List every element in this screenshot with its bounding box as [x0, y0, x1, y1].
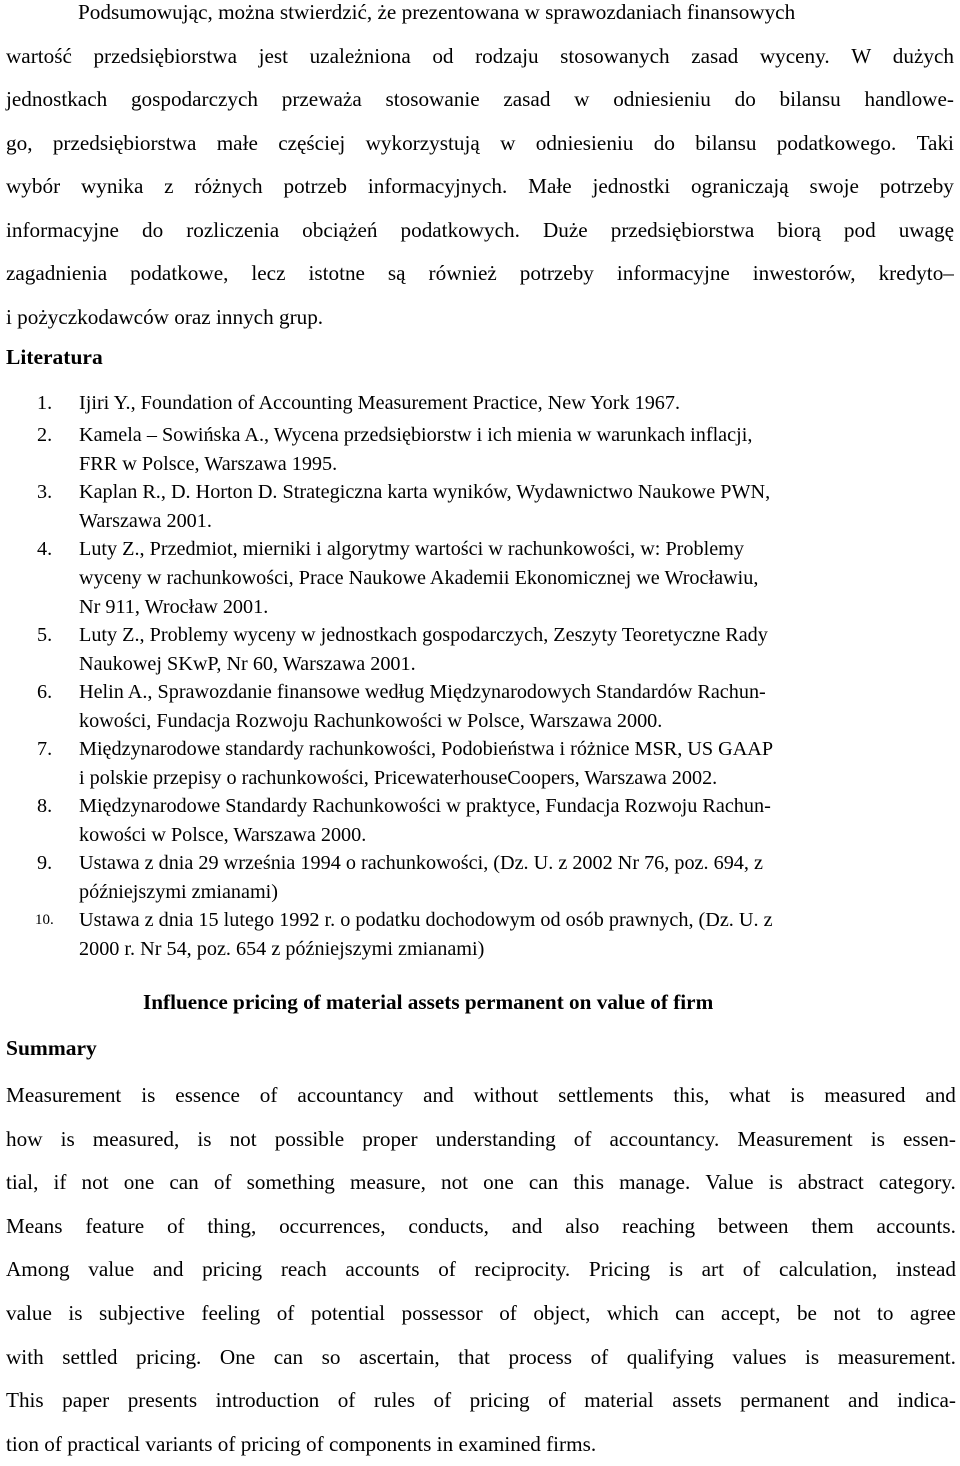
- word: assets: [672, 1388, 722, 1413]
- word: accountancy: [297, 1083, 404, 1107]
- word: dużych: [892, 43, 954, 68]
- word: abstract: [797, 1170, 864, 1195]
- word: with: [6, 1344, 44, 1369]
- reference-text: Luty Z., Przedmiot, mierniki i algorytmy wartości w rachunkowości, w: Problemy: [79, 538, 744, 560]
- word: wybór: [6, 174, 61, 198]
- word: is: [68, 1300, 83, 1325]
- word: is: [668, 1257, 683, 1282]
- word: odniesieniu: [613, 87, 711, 111]
- word: measured,: [92, 1126, 180, 1151]
- word: this: [573, 1170, 604, 1195]
- word: agree: [909, 1300, 956, 1325]
- word: to: [876, 1300, 894, 1325]
- word: reaching: [622, 1213, 696, 1238]
- word: of: [548, 1388, 566, 1413]
- reference-text: Ustawa z dnia 29 września 1994 o rachunkowości, (Dz. U. z 2002 Nr 76, poz. 694, z: [79, 852, 763, 874]
- word: do: [734, 87, 756, 111]
- word: Value: [705, 1170, 754, 1195]
- summary-line: [6, 1336, 956, 1380]
- reference-text: kowości, Fundacja Rozwoju Rachunkowości w Polsce, Warszawa 2000.: [79, 709, 663, 732]
- word: introduction: [215, 1388, 320, 1413]
- reference-number: 1.: [37, 392, 53, 414]
- word: process: [508, 1344, 573, 1369]
- word: without: [473, 1083, 539, 1107]
- word: is: [790, 1083, 805, 1107]
- word: also: [565, 1213, 600, 1238]
- reference-text: Kaplan R., D. Horton D. Strategiczna karta wyników, Wydawnictwo Naukowe PWN,: [79, 481, 771, 503]
- word: W: [851, 43, 872, 68]
- word: podatkowe,: [130, 261, 229, 285]
- word: of: [276, 1300, 295, 1325]
- reference-text: późniejszymi zmianami): [79, 880, 279, 903]
- word: is: [805, 1344, 820, 1369]
- word: measurement.: [837, 1344, 956, 1369]
- reference-item: [6, 389, 680, 418]
- word: which: [606, 1300, 659, 1325]
- word: Means: [6, 1213, 63, 1238]
- reference-number: 2.: [37, 424, 53, 446]
- word: be: [796, 1300, 817, 1325]
- word: rozliczenia: [186, 217, 280, 242]
- reference-text: Międzynarodowe Standardy Rachunkowości w praktyce, Fundacja Rozwoju Rachun-: [79, 795, 771, 817]
- word: feeling: [201, 1300, 261, 1325]
- word: lecz: [251, 261, 286, 285]
- literature-heading: Literatura: [6, 345, 103, 369]
- word: w: [574, 87, 590, 111]
- word: informacyjne: [616, 261, 730, 285]
- word: qualifying: [626, 1344, 714, 1369]
- word: proper: [362, 1126, 418, 1151]
- word: wartość: [6, 43, 72, 68]
- word: that: [458, 1344, 490, 1369]
- word: różnych: [194, 174, 263, 198]
- word: stosowanych: [560, 43, 670, 68]
- word: w: [500, 130, 516, 155]
- reference-number: 4.: [37, 538, 53, 560]
- word: częściej: [278, 130, 346, 155]
- word: jednostkach: [6, 87, 108, 111]
- word: potrzeby: [879, 174, 954, 198]
- word: Małe: [528, 174, 572, 198]
- word: bilansu: [695, 130, 757, 155]
- reference-item: [6, 906, 773, 964]
- word: pricing.: [136, 1344, 202, 1369]
- word: kredyto–: [878, 261, 954, 285]
- word: and: [152, 1257, 184, 1282]
- english-title: Influence pricing of material assets permanent on value of firm: [143, 990, 714, 1014]
- word: uwagę: [898, 217, 954, 242]
- word: go,: [6, 130, 33, 155]
- word: is: [60, 1126, 75, 1151]
- summary-line: tion of practical variants of pricing of components in examined firms.: [6, 1431, 597, 1456]
- reference-text: Ustawa z dnia 15 lutego 1992 r. o podatku dochodowym od osób prawnych, (Dz. U. z: [79, 909, 773, 931]
- word: pricing: [202, 1257, 263, 1282]
- word: so: [321, 1344, 341, 1369]
- reference-number: 8.: [37, 795, 53, 817]
- word: podatkowych.: [400, 217, 520, 242]
- word: pod: [843, 217, 876, 242]
- word: of: [573, 1126, 592, 1151]
- summary-line: [6, 1248, 956, 1292]
- word: stosowanie: [385, 87, 480, 111]
- word: zasad: [691, 43, 739, 68]
- word: this,: [673, 1083, 710, 1107]
- word: between: [717, 1213, 789, 1238]
- word: jest: [258, 43, 289, 68]
- word: uzależniona: [309, 43, 411, 68]
- word: measured: [824, 1083, 906, 1107]
- word: potential: [310, 1300, 385, 1325]
- reference-text: Międzynarodowe standardy rachunkowości, Podobieństwa i różnice MSR, US GAAP: [79, 738, 774, 760]
- word: material: [584, 1388, 654, 1413]
- reference-item: [6, 535, 758, 621]
- word: permanent: [740, 1388, 830, 1413]
- word: not: [81, 1170, 109, 1195]
- word: przedsiębiorstwa: [52, 130, 197, 155]
- summary-line: [6, 1118, 956, 1162]
- word: instead: [895, 1257, 956, 1282]
- word: odniesieniu: [535, 130, 634, 155]
- reference-number: 9.: [37, 852, 53, 874]
- summary-line: [6, 1379, 956, 1423]
- intro-line: i pożyczkodawców oraz innych grup.: [6, 304, 324, 329]
- word: Pricing: [588, 1257, 651, 1282]
- word: od: [432, 43, 454, 68]
- word: manage.: [619, 1170, 691, 1195]
- word: inwestorów,: [752, 261, 856, 285]
- word: zagadnienia: [6, 261, 108, 285]
- word: potrzeby: [519, 261, 594, 285]
- reference-number: 6.: [37, 681, 53, 703]
- word: calculation,: [779, 1257, 878, 1282]
- reference-item: [6, 735, 773, 793]
- word: Among: [6, 1257, 70, 1282]
- summary-line: [6, 1074, 956, 1118]
- word: są: [387, 261, 406, 285]
- reference-text: Ijiri Y., Foundation of Accounting Measurement Practice, New York 1967.: [79, 392, 681, 414]
- word: and: [925, 1083, 956, 1107]
- word: occurrences,: [279, 1213, 386, 1238]
- summary-paragraph: [6, 1074, 956, 1466]
- reference-text: wyceny w rachunkowości, Prace Naukowe Akademii Ekonomicznej we Wrocławiu,: [79, 566, 759, 589]
- word: informacyjnych.: [367, 174, 508, 198]
- reference-number: 10.: [35, 912, 54, 928]
- word: This: [6, 1388, 44, 1413]
- word: przeważa: [281, 87, 362, 111]
- word: not: [229, 1126, 257, 1151]
- word: is: [768, 1170, 783, 1195]
- word: tial,: [6, 1170, 39, 1195]
- reference-item: [6, 849, 763, 907]
- word: handlowe-: [864, 87, 954, 111]
- intro-line: [6, 122, 954, 166]
- word: of: [433, 1388, 452, 1413]
- word: can: [273, 1344, 304, 1369]
- intro-paragraph: [6, 0, 954, 339]
- word: essence: [175, 1083, 240, 1107]
- word: can: [169, 1170, 199, 1195]
- word: how: [6, 1126, 43, 1151]
- reference-text: i polskie przepisy o rachunkowości, PricewaterhouseCoopers, Warszawa 2002.: [79, 766, 718, 789]
- word: Duże: [542, 217, 588, 242]
- reference-number: 5.: [37, 624, 53, 646]
- word: reach: [280, 1257, 327, 1282]
- word: wyceny.: [759, 43, 830, 68]
- word: one: [483, 1170, 514, 1195]
- intro-line: Podsumowując, można stwierdzić, że prezentowana w sprawozdaniach finansowych: [78, 0, 796, 24]
- word: potrzeb: [283, 174, 348, 198]
- word: settlements: [558, 1083, 654, 1107]
- word: również: [428, 261, 497, 285]
- word: possible: [274, 1126, 345, 1151]
- word: z: [164, 174, 174, 198]
- word: presents: [127, 1388, 198, 1413]
- word: jednostki: [592, 174, 671, 198]
- word: essen-: [902, 1126, 956, 1151]
- summary-line: [6, 1205, 956, 1249]
- summary-heading: Summary: [6, 1036, 97, 1060]
- reference-item: [6, 792, 771, 850]
- word: istotne: [308, 261, 365, 285]
- word: is: [197, 1126, 212, 1151]
- word: ograniczają: [691, 174, 789, 198]
- word: and: [511, 1213, 543, 1238]
- intro-line: [6, 165, 954, 209]
- reference-text: kowości w Polsce, Warszawa 2000.: [79, 823, 367, 846]
- word: object,: [533, 1300, 591, 1325]
- reference-text: Naukowej SKwP, Nr 60, Warszawa 2001.: [79, 652, 416, 675]
- word: values: [732, 1344, 787, 1369]
- word: not: [440, 1170, 469, 1195]
- word: accept,: [721, 1300, 781, 1325]
- word: obciążeń: [302, 217, 378, 242]
- word: and: [848, 1388, 879, 1413]
- word: przedsiębiorstwa: [93, 43, 238, 68]
- reference-text: Helin A., Sprawozdanie finansowe według Międzynarodowych Standardów Rachun-: [79, 681, 766, 703]
- word: of: [590, 1344, 609, 1369]
- reference-number: 3.: [37, 481, 53, 503]
- word: pricing: [469, 1388, 530, 1413]
- word: Taki: [916, 130, 954, 155]
- word: what: [729, 1083, 771, 1107]
- word: measure,: [350, 1170, 426, 1195]
- reference-item: [6, 678, 766, 736]
- word: them: [811, 1213, 854, 1238]
- word: and: [423, 1083, 454, 1107]
- reference-text: 2000 r. Nr 54, poz. 654 z późniejszymi zmianami): [79, 937, 485, 960]
- word: can: [675, 1300, 705, 1325]
- word: do: [653, 130, 675, 155]
- word: reciprocity.: [474, 1257, 571, 1282]
- word: of: [213, 1170, 232, 1195]
- word: of: [259, 1083, 278, 1107]
- word: if: [53, 1170, 67, 1195]
- reference-text: Warszawa 2001.: [79, 509, 212, 532]
- word: category.: [878, 1170, 956, 1195]
- reference-text: Luty Z., Problemy wyceny w jednostkach gospodarczych, Zeszyty Teoretyczne Rady: [79, 624, 768, 646]
- word: of: [438, 1257, 456, 1282]
- word: feature: [85, 1213, 145, 1238]
- reference-item: [6, 621, 768, 679]
- word: gospodarczych: [130, 87, 259, 111]
- word: art: [701, 1257, 725, 1282]
- intro-line: [6, 252, 954, 296]
- reference-number: 7.: [37, 738, 53, 760]
- word: value: [88, 1257, 135, 1282]
- word: Measurement: [737, 1126, 853, 1151]
- word: is: [141, 1083, 156, 1107]
- summary-line: [6, 1161, 956, 1205]
- reference-text: Kamela – Sowińska A., Wycena przedsiębiorstw i ich mienia w warunkach inflacji,: [79, 424, 753, 446]
- word: subjective: [99, 1300, 185, 1325]
- word: do: [141, 217, 164, 242]
- intro-line: [6, 78, 954, 122]
- word: One: [219, 1344, 256, 1369]
- summary-line: [6, 1292, 956, 1336]
- word: przedsiębiorstwa: [610, 217, 755, 242]
- word: one: [123, 1170, 155, 1195]
- word: of: [499, 1300, 517, 1325]
- word: of: [742, 1257, 761, 1282]
- word: indica-: [897, 1388, 956, 1413]
- word: rodzaju: [475, 43, 539, 68]
- word: settled: [62, 1344, 118, 1369]
- word: of: [166, 1213, 185, 1238]
- word: Measurement: [6, 1083, 122, 1107]
- word: rules: [373, 1388, 416, 1413]
- word: wykorzystują: [365, 130, 480, 155]
- word: podatkowego.: [776, 130, 897, 155]
- word: is: [870, 1126, 885, 1151]
- word: value: [6, 1300, 52, 1325]
- word: bilansu: [779, 87, 841, 111]
- intro-line: [6, 209, 954, 253]
- word: zasad: [503, 87, 551, 111]
- reference-text: Nr 911, Wrocław 2001.: [79, 595, 269, 618]
- word: swoje: [809, 174, 859, 198]
- word: accounts: [345, 1257, 420, 1282]
- word: biorą: [777, 217, 821, 242]
- word: possessor: [401, 1300, 483, 1325]
- word: conducts,: [408, 1213, 489, 1238]
- word: małe: [216, 130, 258, 155]
- word: not: [833, 1300, 861, 1325]
- word: can: [528, 1170, 559, 1195]
- word: wynika: [80, 174, 144, 198]
- reference-text: FRR w Polsce, Warszawa 1995.: [79, 452, 338, 475]
- word: of: [337, 1388, 356, 1413]
- reference-item: [6, 478, 770, 536]
- word: thing,: [207, 1213, 257, 1238]
- word: accountancy.: [609, 1126, 720, 1151]
- intro-line: [6, 35, 954, 79]
- word: paper: [62, 1388, 110, 1413]
- word: something: [246, 1170, 335, 1195]
- word: understanding: [435, 1126, 556, 1151]
- word: informacyjne: [6, 217, 119, 242]
- word: accounts.: [876, 1213, 956, 1238]
- reference-item: [6, 421, 752, 479]
- word: ascertain,: [359, 1344, 440, 1369]
